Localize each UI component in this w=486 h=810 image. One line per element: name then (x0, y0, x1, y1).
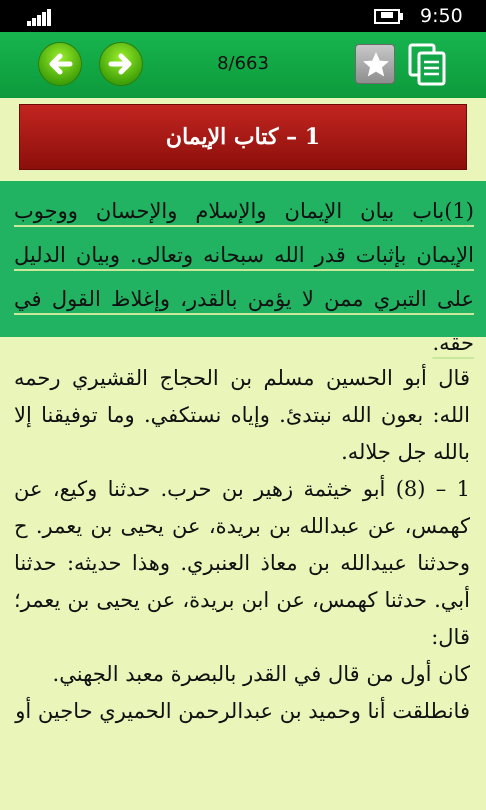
hadith-paragraph: 1 – (8) أبو خيثمة زهير بن حرب. حدثنا وكيع، عن كهمس، عن عبدالله بن بريدة، عن يحيى بن يعمر. ح وحدثنا عبيدالله بن معاذ العنبري. وهذا حديثه: حدثنا أبي. حدثنا كهمس، عن ابن بريدة، عن يحيى بن يعمر؛ قال: (14, 477, 470, 649)
arrow-left-icon (39, 43, 81, 85)
signal-bars-icon (27, 8, 53, 26)
back-button[interactable] (39, 43, 81, 85)
status-bar (0, 0, 486, 32)
toolbar (0, 32, 486, 98)
bab-heading-text: (1)باب بيان الإيمان والإسلام والإحسان ووجوب الإيمان بإثبات قدر الله سبحانه وتعالى. وبيان الدليل على التبري ممن لا يؤمن بالقدر، وإغلاظ القول في حقه. (14, 199, 474, 355)
page-counter: 8/663 (217, 53, 269, 74)
copy-documents-icon (406, 42, 448, 86)
hadith-body (0, 360, 486, 810)
star-icon (356, 45, 396, 85)
arrow-right-icon (100, 43, 142, 85)
chapter-title: 1 – كتاب الإيمان (165, 124, 321, 150)
hadith-line: كان أول من قال في القدر بالبصرة معبد الجهني. (52, 662, 470, 686)
forward-button[interactable] (100, 43, 142, 85)
clock: 9:50 (420, 5, 463, 27)
hadith-line: فانطلقت أنا وحميد بن عبدالرحمن الحميري حاجين أو (15, 699, 470, 723)
copy-button[interactable] (406, 42, 448, 86)
battery-charging-icon (374, 9, 404, 24)
chapter-title-banner (19, 104, 467, 170)
bab-heading-panel (0, 181, 486, 355)
favorite-button[interactable] (355, 44, 395, 84)
intro-paragraph: قال أبو الحسين مسلم بن الحجاج القشيري رحمه الله: بعون الله نبتدئ. وإياه نستكفي. وما توفيقنا إلا بالله جل جلاله. (14, 366, 470, 464)
